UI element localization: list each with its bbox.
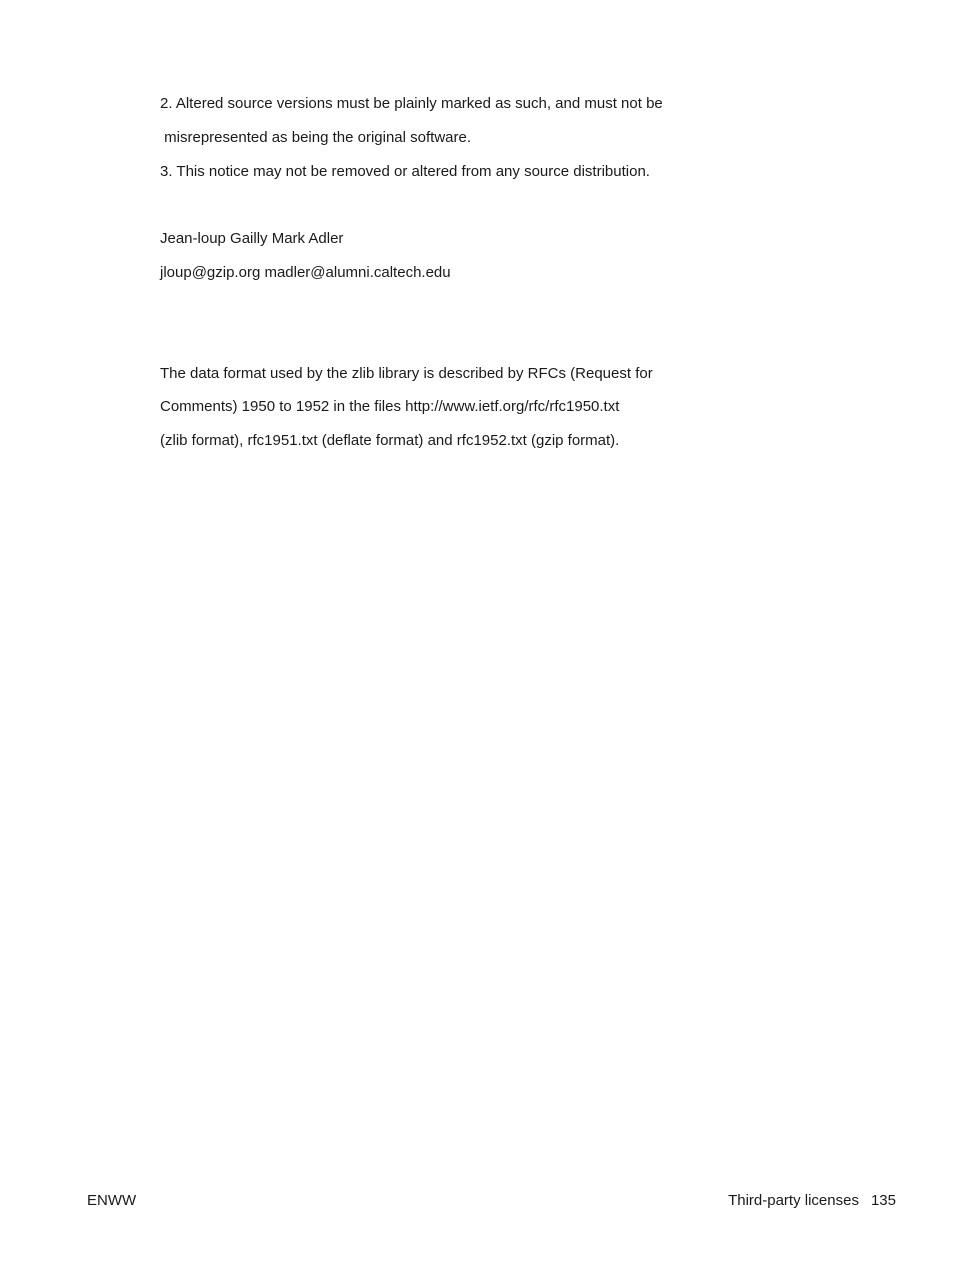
page-number: 135: [870, 1192, 896, 1209]
license-clause-3: 3. This notice may not be removed or altered from any source distribution.: [160, 163, 650, 180]
footer-section-title: Third-party licenses: [728, 1192, 859, 1209]
footer-right: [728, 1192, 896, 1210]
data-format-paragraph-line-3: (zlib format), rfc1951.txt (deflate format) and rfc1952.txt (gzip format).: [160, 432, 620, 449]
license-clause-2-continued: misrepresented as being the original software.: [160, 129, 472, 146]
author-emails: jloup@gzip.org madler@alumni.caltech.edu: [160, 264, 451, 281]
footer-left-label: ENWW: [87, 1192, 137, 1209]
license-clause-2: 2. Altered source versions must be plainly marked as such, and must not be: [160, 95, 663, 112]
data-format-paragraph-line-1: The data format used by the zlib library is described by RFCs (Request for: [160, 365, 653, 382]
data-format-paragraph-line-2: Comments) 1950 to 1952 in the files http://www.ietf.org/rfc/rfc1950.txt: [160, 398, 620, 415]
author-names: Jean-loup Gailly Mark Adler: [160, 230, 344, 247]
